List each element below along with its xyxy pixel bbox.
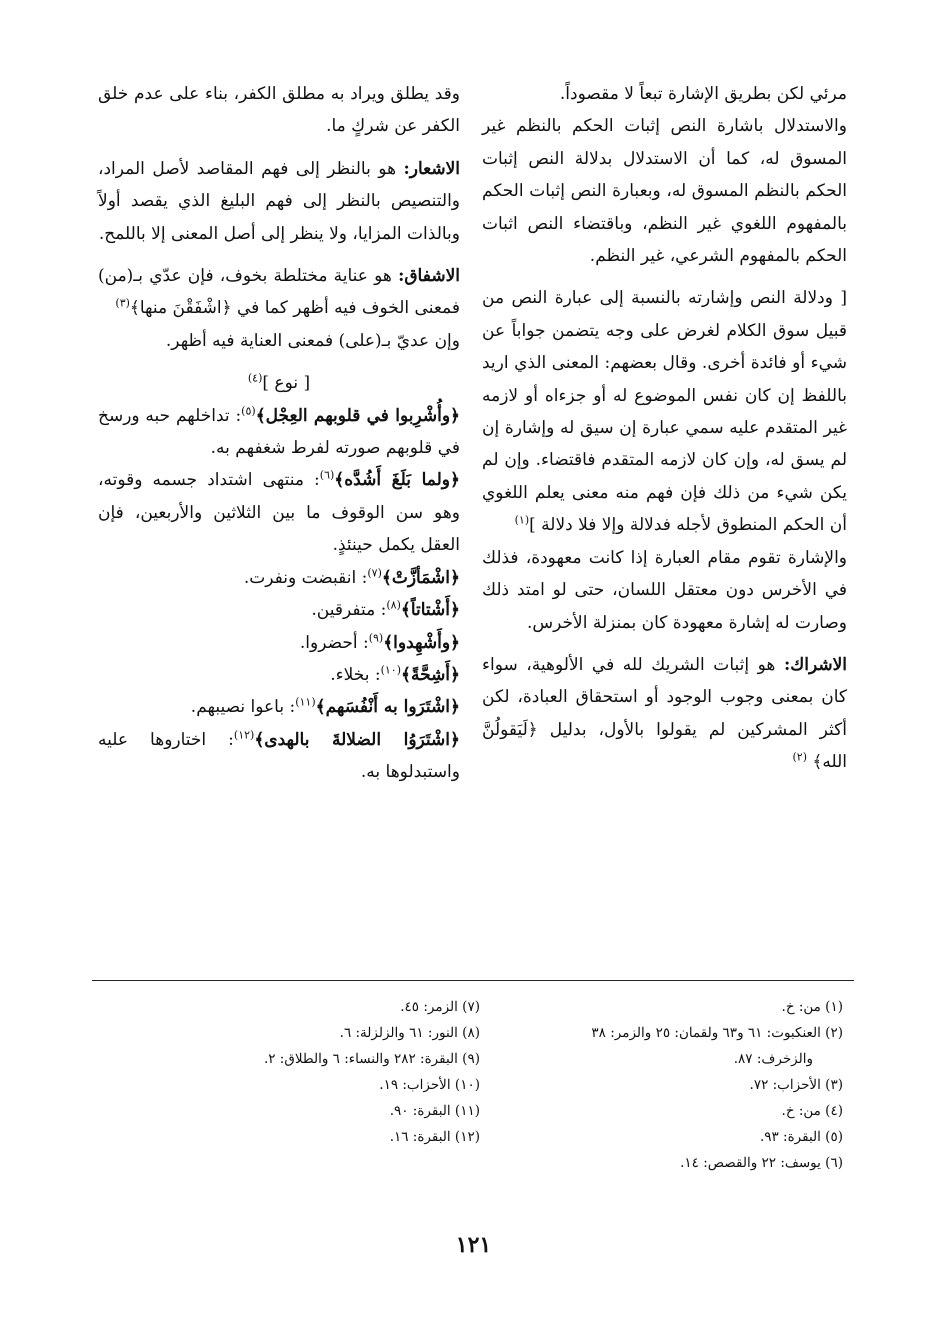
entry: ﴿وأُشْرِبوا في قلوبهم العِجْل﴾$^{(٥)}$: تداخلهم حبه ورسخ في قلوبهم صورته لفرط شغفهم به. bbox=[98, 404, 460, 459]
footnote-ref: (٣) bbox=[115, 296, 130, 310]
footnote-divider bbox=[92, 980, 854, 981]
entry: ﴿أَشْتاتاً﴾$^{(٨)}$: متفرقين. bbox=[311, 598, 460, 621]
entry: ﴿وأَشْهِدوا﴾$^{(٩)}$: أحضروا. bbox=[299, 630, 460, 653]
footnote: (٤) من: خ. bbox=[781, 1103, 843, 1119]
paragraph: والاستدلال باشارة النص إثبات الحكم بالنظم غير المسوق له، كما أن الاستدلال بدلالة النص إثبات الحكم بالنظم المسوق له، وبعبارة النص إثبات الحكم بالمفهوم اللغوي غير النظم، وباقتضاء النص اثبات الحكم بالمفهوم الشرعي، غير النظم. bbox=[482, 116, 847, 267]
entry-term: ﴿أَشْتاتاً﴾ bbox=[400, 600, 460, 621]
footnotes-left bbox=[180, 994, 480, 1150]
footnote: (٩) البقرة: ٢٨٢ والنساء: ٦ والطلاق: ٢. bbox=[263, 1051, 480, 1067]
entry-term: الاشعار: bbox=[403, 158, 460, 179]
footnote: والزخرف: ٨٧. bbox=[733, 1051, 813, 1067]
footnote: (٧) الزمر: ٤٥. bbox=[400, 999, 480, 1015]
entry-term: ﴿وأُشْرِبوا في قلوبهم العِجْل﴾ bbox=[255, 405, 460, 426]
paragraph: الاشعار: هو بالنظر إلى فهم المقاصد لأصل المراد، والتنصيص بالنظر إلى فهم البليغ الذي يقصد أولاً وبالذات المزايا، ولا ينظر إلى أصل المعنى إلا باللمح. bbox=[98, 158, 460, 244]
entry-term: ﴿أَشِحَّةً﴾ bbox=[401, 664, 460, 685]
entry-term: ﴿وأَشْهِدوا﴾ bbox=[383, 632, 460, 653]
footnote-ref: (٢) bbox=[792, 750, 807, 764]
footnote-ref: (٥) bbox=[241, 404, 256, 417]
footnote-ref: (٤) bbox=[247, 371, 263, 385]
footnote: (١) من: خ. bbox=[781, 999, 843, 1015]
paragraph: الاشراك: هو إثبات الشريك لله في الألوهية، سواء كان بمعنى وجوب الوجود أو استحقاق العبادة، لكن أكثر المشركين لم يقولوا بالأول، بدليل ﴿لَيَقولُنَّ الله﴾ $^{(٢)}$ bbox=[482, 654, 847, 773]
entry-term: ﴿ولما بَلَغَ أَشُدَّه﴾ bbox=[334, 470, 460, 491]
footnote-ref: (١٢) bbox=[233, 728, 255, 742]
footnote: (٨) النور: ٦١ والزلزلة: ٦. bbox=[339, 1025, 480, 1041]
footnote: (٦) يوسف: ٢٢ والقصص: ١٤. bbox=[680, 1155, 843, 1171]
footnote: (٥) البقرة: ٩٣. bbox=[759, 1129, 843, 1145]
entry-term: الاشراك: bbox=[783, 654, 847, 675]
entry: ﴿أَشِحَّةً﴾$^{(١٠)}$: بخلاء. bbox=[330, 663, 460, 685]
footnote: (١٢) البقرة: ١٦. bbox=[389, 1129, 480, 1145]
footnote-ref: (٧) bbox=[367, 566, 382, 580]
left-text-column bbox=[98, 78, 460, 789]
paragraph: [ ودلالة النص وإشارته بالنسبة إلى عبارة النص من قبيل سوق الكلام لغرض على وجه يتضمن جواباً عن شيء أو فائدة أخرى. وقال بعضهم: المعنى الذي اريد باللفظ إن كان نفس الموضوع له أو جزءاه أو لازمه غير المتقدم عليه سمي عبارة إن سيق له وإشارة إن لم يسق له، وإن كان لازمه المتقدم فاقتضاء. وإن لم يكن شيء من ذلك فإن فهم منه معنى يعلم اللغوي أن الحكم المنطوق لأجله فدلالة وإلا فلا دلالة ]$^{(١)}$ bbox=[482, 288, 847, 536]
footnote-ref: (١٠) bbox=[380, 663, 402, 677]
paragraph: وقد يطلق ويراد به مطلق الكفر، بناء على عدم خلق الكفر عن شركٍ ما. bbox=[98, 84, 460, 137]
footnote-ref: (٩) bbox=[368, 630, 384, 644]
paragraph: مرئي لكن بطريق الإشارة تبعاً لا مقصوداً. bbox=[559, 84, 847, 104]
page-number: ١٢١ bbox=[455, 1232, 492, 1258]
footnote-ref: (١) bbox=[514, 513, 530, 527]
right-text-column bbox=[482, 78, 847, 779]
footnote: (٣) الأحزاب: ٧٢. bbox=[749, 1077, 843, 1093]
footnote-ref: (٦) bbox=[319, 468, 335, 482]
entry-term: الاشفاق: bbox=[398, 266, 460, 287]
paragraph: والإشارة تقوم مقام العبارة إذا كانت معهودة، فذلك في الأخرس دون معتقل اللسان، حتى لو امتد ذلك وصارت له إشارة معهودة كان بمنزلة الأخرس. bbox=[482, 547, 847, 633]
footnote: (١٠) الأحزاب: ١٩. bbox=[379, 1077, 480, 1093]
footnote-ref: (١١) bbox=[295, 695, 316, 709]
entry: ﴿اشْمَأزَّتْ﴾$^{(٧)}$: انقبضت ونفرت. bbox=[243, 566, 460, 588]
footnote: (١١) البقرة: ٩٠. bbox=[389, 1103, 480, 1119]
paragraph: الاشفاق: هو عناية مختلطة بخوف، فإن عدّي بـ(من) فمعنى الخوف فيه أظهر كما في ﴿اشْفَقْنَ منها﴾$^{(٣)}$ bbox=[98, 266, 460, 319]
entry-term: ﴿اشْمَأزَّتْ﴾ bbox=[381, 567, 460, 588]
section-heading: [ نوع ]$^{(٤)}$ bbox=[247, 371, 311, 394]
paragraph: وإن عديّ بـ(على) فمعنى العناية فيه أظهر. bbox=[165, 330, 460, 351]
entry-term: ﴿اشْتَرَوا به أَنْفُسَهم﴾ bbox=[315, 697, 460, 718]
entry-term: ﴿اشْتَرَوُا الضلالةَ بالهدى﴾ bbox=[254, 729, 460, 750]
entry: ﴿اشْتَرَوا به أَنْفُسَهم﴾$^{(١١)}$: باعوا نصيبهم. bbox=[190, 695, 460, 718]
entry: ﴿ولما بَلَغَ أَشُدَّه﴾$^{(٦)}$: منتهى اشتداد جسمه وقوته، وهو سن الوقوف ما بين الثلاثين والأربعين، فإن العقل يكمل حينئذٍ. bbox=[98, 468, 460, 556]
footnotes-right bbox=[473, 994, 843, 1176]
footnote-ref: (٨) bbox=[386, 598, 401, 612]
entry: ﴿اشْتَرَوُا الضلالةَ بالهدى﴾$^{(١٢)}$: اختاروها عليه واستبدلوها به. bbox=[98, 728, 460, 783]
footnote: (٢) العنكبوت: ٦١ و٦٣ ولقمان: ٢٥ والزمر: ٣٨ bbox=[591, 1025, 843, 1041]
